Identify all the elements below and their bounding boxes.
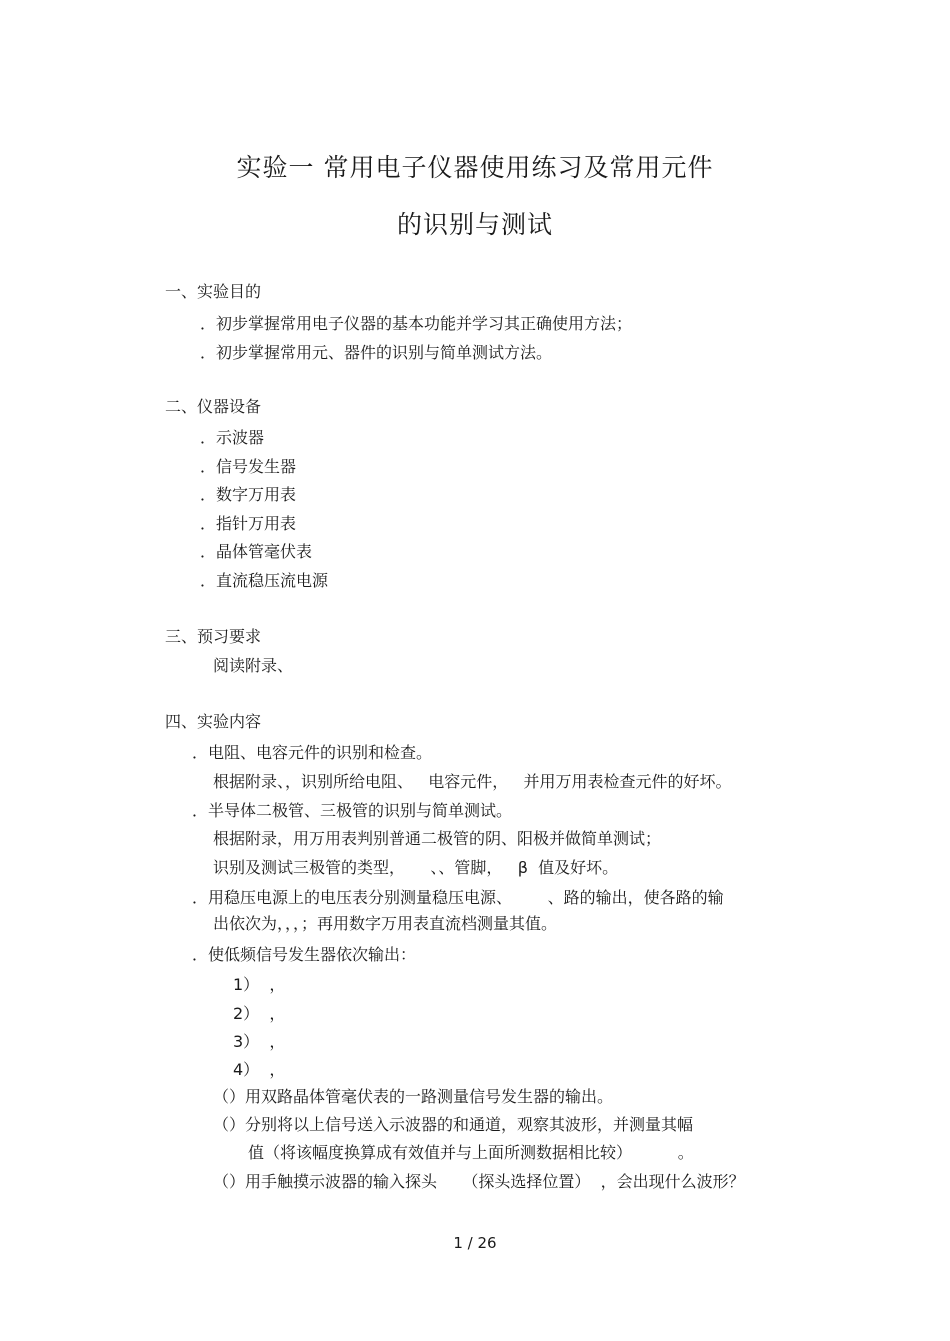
- preview-text: 阅读附录、: [213, 656, 294, 675]
- equipment-item-4: ．指针万用表: [200, 514, 297, 533]
- content-item-3-line-1: ．用稳压电源上的电压表分别测量稳压电源、 、路的输出，使各路的输: [192, 888, 724, 907]
- output-item-4: 4） ，: [233, 1060, 286, 1079]
- title-line-1: 实验一 常用电子仪器使用练习及常用元件: [236, 153, 714, 182]
- section-heading-preview: 三、预习要求: [165, 627, 262, 646]
- section-heading-purpose: 一、实验目的: [165, 282, 262, 301]
- output-item-1: 1） ，: [233, 975, 286, 994]
- equipment-item-1: ．示波器: [200, 428, 265, 447]
- content-item-1-detail: 根据附录、，识别所给电阻、 电容元件， 并用万用表检查元件的好坏。: [213, 772, 732, 791]
- equipment-item-3: ．数字万用表: [200, 485, 297, 504]
- equipment-item-2: ．信号发生器: [200, 457, 297, 476]
- purpose-item-2: ．初步掌握常用元、器件的识别与简单测试方法。: [200, 343, 553, 362]
- content-item-4: ．使低频信号发生器依次输出：: [192, 945, 417, 964]
- sub-item-2-line-2: 值（将该幅度换算成有效值并与上面所测数据相比较） 。: [248, 1143, 694, 1162]
- content-item-1: ．电阻、电容元件的识别和检查。: [192, 743, 433, 762]
- section-heading-equipment: 二、仪器设备: [165, 397, 262, 416]
- page-number: 1 / 26: [453, 1234, 497, 1252]
- content-item-3-line-2: 出依次为，，，；再用数字万用表直流档测量其值。: [213, 914, 558, 933]
- section-heading-content: 四、实验内容: [165, 712, 262, 731]
- content-item-2: ．半导体二极管、三极管的识别与简单测试。: [192, 801, 513, 820]
- equipment-item-6: ．直流稳压流电源: [200, 571, 329, 590]
- sub-item-3: （）用手触摸示波器的输入探头 （探头选择位置） ，会出现什么波形？: [213, 1172, 745, 1191]
- sub-item-1: （）用双路晶体管毫伏表的一路测量信号发生器的输出。: [213, 1087, 614, 1106]
- title-line-2: 的识别与测试: [396, 210, 553, 239]
- content-item-2-detail-2: 识别及测试三极管的类型， 、、管脚， β 值及好坏。: [213, 858, 619, 877]
- content-item-2-detail-1: 根据附录，用万用表判别普通二极管的阴、阳极并做简单测试；: [213, 829, 662, 848]
- equipment-item-5: ．晶体管毫伏表: [200, 542, 313, 561]
- output-item-3: 3） ，: [233, 1032, 286, 1051]
- sub-item-2-line-1: （）分别将以上信号送入示波器的和通道，观察其波形，并测量其幅: [213, 1115, 694, 1134]
- output-item-2: 2） ，: [233, 1004, 286, 1023]
- purpose-item-1: ．初步掌握常用电子仪器的基本功能并学习其正确使用方法；: [200, 314, 633, 333]
